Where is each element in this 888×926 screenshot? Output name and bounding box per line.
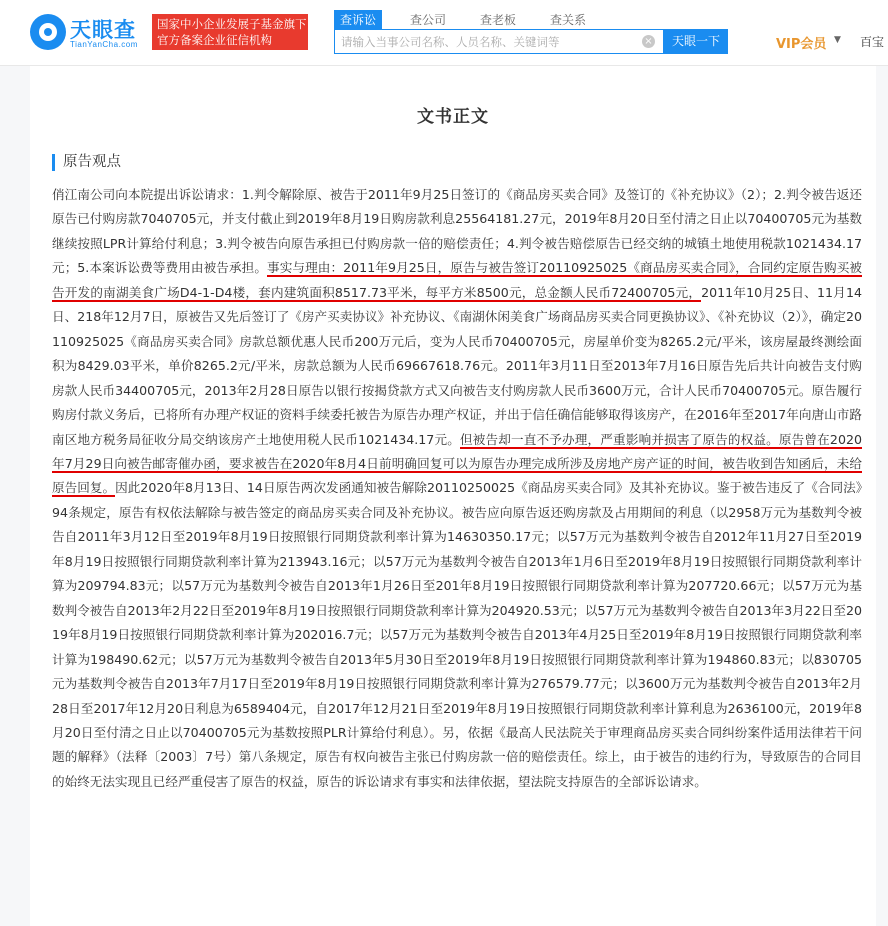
body-segment-3: 因此2020年8月13日、14日原告两次发函通知被告解除20110250025《商品房买卖合同》及其补充协议。鉴于被告违反了《合同法》94条规定，原告有权依法解除与被告签定的商品房买卖合同及补充协议。被告应向原告返还购房款及占用期间的利息（以2958万元为基数判令被告自2011年3月12日至2019年8月19日按照银行同期贷款利率计算为14630350.17元；以57万元为基数判令被告自2012年11月27日至2019年8月19日按照银行同期贷款利率计算为213943.16元；以57万元为基数判令被告自2013年1月6日至2019年8月19日按照银行同期贷款利率计算为209794.83元；以57万元为基数判令被告自2013年1月26日至201年8月19日按照银行同期贷款利率计算为207720.66元；以57万元为基数判令被告自2013年2月22日至2019年8月19日按照银行同期贷款利率计算为204920.53元；以57万元为基数判令被告自2013年3月22日至2019年8月19日按照银行同期贷款利率计算为202016.7元；以57万元为基数判令被告自2013年4月25日至2019年8月19日按照银行同期贷款利率计算为198490.62元；以57万元为基数判令被告自2013年5月30日至2019年8月19日按照银行同期贷款利率计算为194860.83元；以830705元为基数判令被告自2013年7月17日至2019年8月19日按照银行同期贷款利率计算为276579.77元；以3600万元为基数判令被告自2013年2月28日至2017年12月20日利息为6589404元，自2017年12月21日至2019年8月19日按照银行同期贷款利率计算利息为2636100元，2019年8月20日至付清之日止以70400705元为基数按照PLR计算给付利息）。另，依据《最高人民法院关于审理商品房买卖合同纠纷案件适用法律若干问题的解释》（法释〔2003〕7号）第八条规定，原告有权向被告主张已付购房款一倍的赔偿责任。综上，由于被告的违约行为，导致原告的合同目的始终无法实现且已经严重侵害了原告的权益，原告的诉讼请求有事实和法律依据，望法院支持原告的全部诉讼请求。	[52, 480, 863, 789]
document-panel	[30, 66, 876, 926]
official-badge	[152, 14, 308, 50]
search-button[interactable]: 天眼一下	[664, 29, 728, 54]
logo-text: 天眼查	[70, 18, 136, 42]
vip-member-link[interactable]: VIP会员	[776, 37, 827, 52]
logo-subtext: TianYanCha.com	[70, 40, 138, 49]
document-body	[52, 183, 862, 794]
top-header	[0, 0, 888, 66]
highlighted-refusal: 但被告却一直不予办理，严重影响并损害了原告的权益。原告曾在2020年7月29日向被告邮寄催办函，要求被告在2020年8月4日前明确回复可以为原告办理完成所涉及房地产房产证的时间，被告收到告知函后，未给原告回复。	[52, 431, 862, 496]
tab-litigation[interactable]: 查诉讼	[334, 10, 382, 30]
site-logo[interactable]	[30, 10, 142, 54]
search-box	[334, 29, 664, 54]
baibao-link[interactable]: 百宝	[860, 35, 885, 49]
document-title: 文书正文	[417, 107, 489, 127]
caret-down-icon[interactable]: ▼	[834, 35, 841, 45]
body-segment-1: 俏江南公司向本院提出诉讼请求：1.判令解除原、被告于2011年9月25日签订的《商品房买卖合同》及签订的《补充协议》（2）；2.判令被告返还原告已付购房款7040705元，并支付截止到2019年8月19日购房款利息25564181.27元，2019年8月20日至付清之日止以70400705元为基数继续按照LPR计算给付利息；3.判令被告向原告承担已付购房款一倍的赔偿责任；4.判令被告赔偿原告已经交纳的城镇土地使用税款1021434.17元；5.本案诉讼费等费用由被告承担。	[52, 187, 862, 276]
tab-boss[interactable]: 查老板	[480, 13, 517, 27]
body-segment-2: 2011年10月25日、11月14日、218年12月7日，原被告又先后签订了《房产买卖协议》补充协议、《南湖休闲美食广场商品房买卖合同更换协议》、《补充协议（2）》，确定20110925025《商品房买卖合同》房款总额优惠人民币200万元后，变为人民币70400705元，房屋单价变为8265.2元/平米，该房屋最终测绘面积为8429.03平米，单价8265.2元/平米，房款总额为人民币69667618.76元。2011年3月11日至2013年7月16日原告先后共计向被告支付购房款人民币34400705元，2013年2月28日原告以银行按揭贷款方式又向被告支付购房款人民币3600万元，合计人民币70400705元。原告履行购房付款义务后，已将所有办理产权证的资料手续委托被告为原告办理产权证，并出于信任确信能够取得该房产，在2016年至2017年向唐山市路南区地方税务局征收分局交纳该房产土地使用税人民币1021434.17元。	[52, 284, 862, 447]
search-tabs	[334, 10, 614, 30]
search-input[interactable]	[335, 30, 635, 53]
clear-icon[interactable]: ×	[642, 35, 655, 48]
section-heading-plaintiff-view: 原告观点	[52, 154, 121, 171]
tab-relation[interactable]: 查关系	[550, 13, 587, 27]
eye-logo-icon	[30, 14, 66, 50]
badge-line-2: 官方备案企业征信机构	[157, 33, 272, 47]
badge-line-1: 国家中小企业发展子基金旗下	[157, 17, 307, 31]
highlighted-facts: 事实与理由：2011年9月25日，原告与被告签订20110925025《商品房买卖合同》，合同约定原告购买被告开发的南湖美食广场D4-1-D4楼，套内建筑面积8517.73平米，每平方米8500元，总金额人民币72400705元，	[52, 260, 862, 300]
tab-company[interactable]: 查公司	[410, 13, 447, 27]
